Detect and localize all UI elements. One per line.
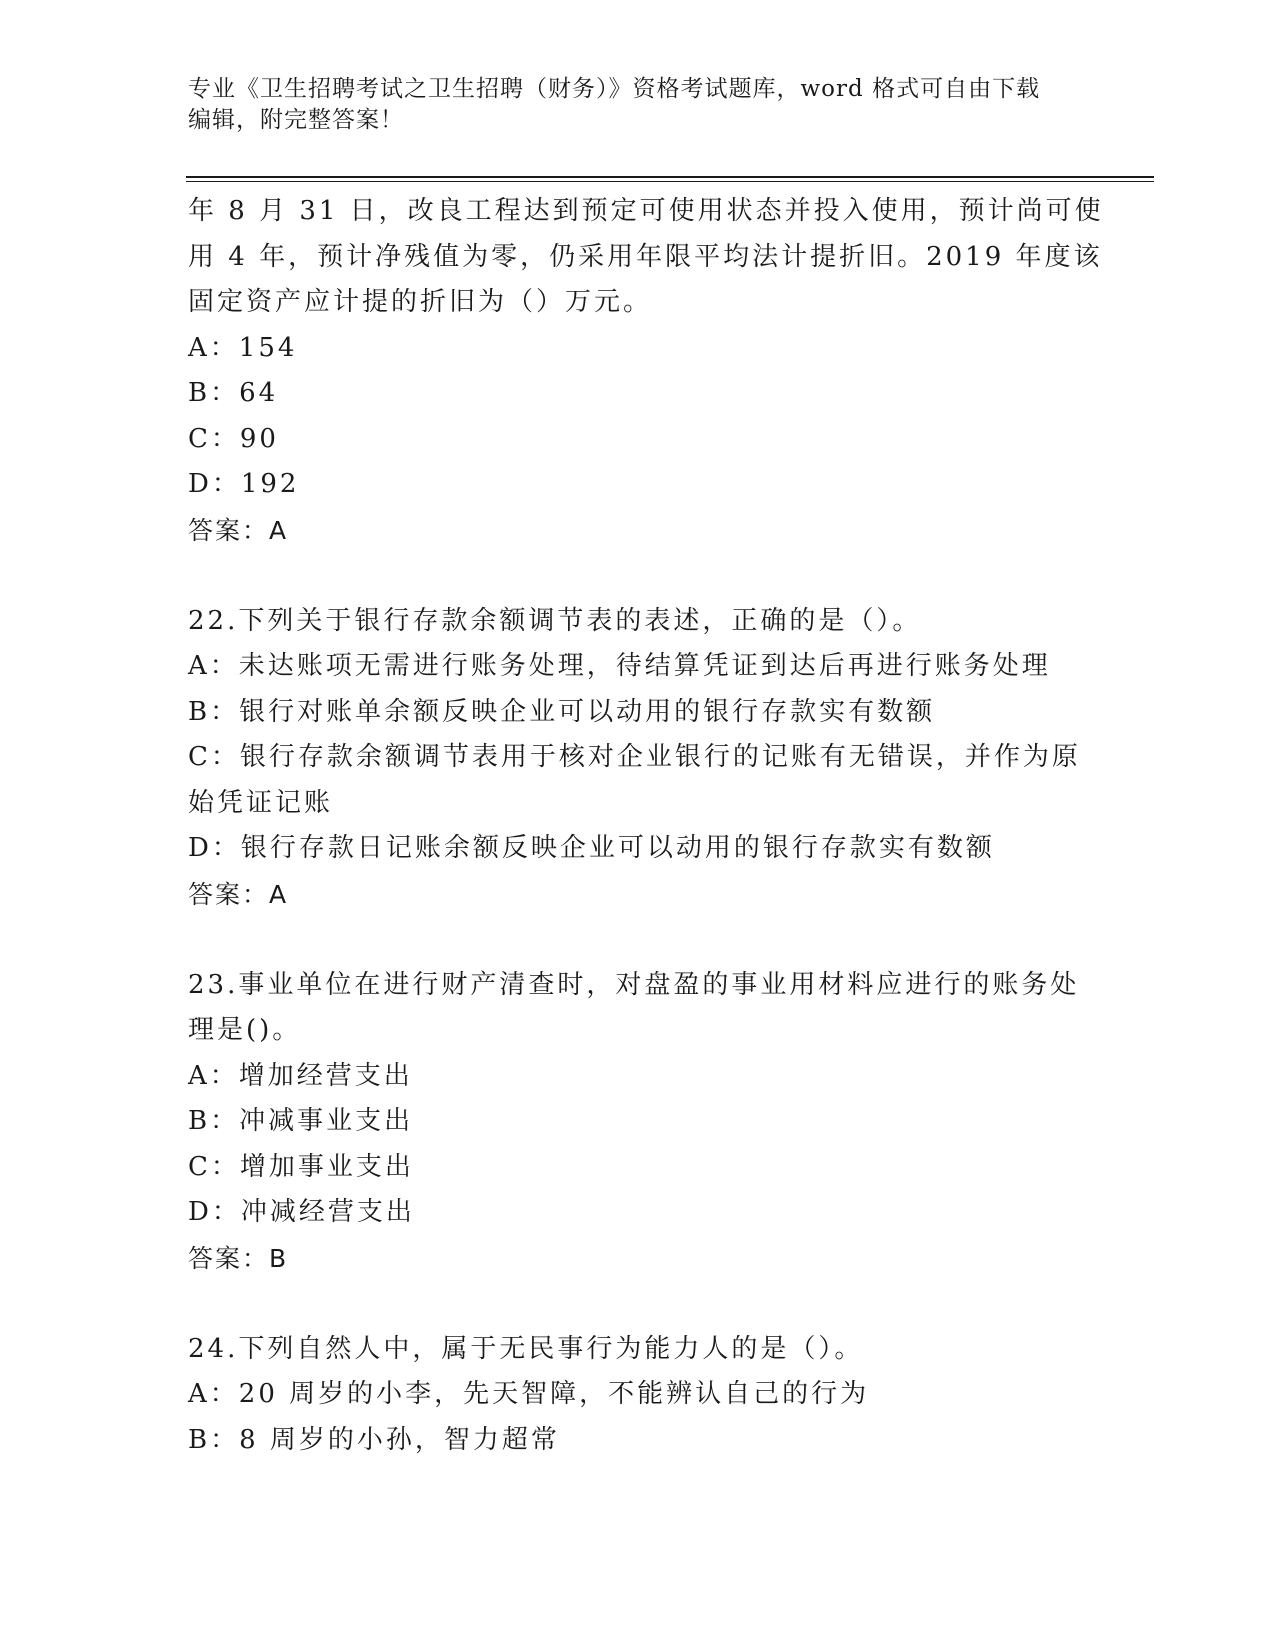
question-text-line: 22.下列关于银行存款余额调节表的表述，正确的是（）。 <box>188 605 922 636</box>
question-text-line: 年 8 月 31 日，改良工程达到预定可使用状态并投入使用，预计尚可使 <box>188 196 1104 226</box>
option-a: A：20 周岁的小李，先天智障，不能辨认自己的行为 <box>188 1379 870 1409</box>
option-c: C：90 <box>188 423 279 454</box>
answer-line: 答案：B <box>188 1243 289 1273</box>
option-c: C：增加事业支出 <box>188 1151 414 1182</box>
question-text-line: 理是()。 <box>188 1015 302 1045</box>
option-a: A：增加经营支出 <box>188 1060 413 1091</box>
option-c: C：银行存款余额调节表用于核对企业银行的记账有无错误，并作为原 <box>188 742 1081 772</box>
header-divider-thick <box>186 176 1154 178</box>
option-b: B：64 <box>188 378 279 408</box>
header-line-2: 编辑，附完整答案！ <box>188 107 404 133</box>
option-a: A：154 <box>188 332 298 363</box>
header-divider-thin <box>186 181 1154 182</box>
question-23 <box>188 963 1080 1282</box>
answer-line: 答案：A <box>188 515 289 545</box>
option-b: B：8 周岁的小孙，智力超常 <box>188 1424 560 1455</box>
question-text-line: 23.事业单位在进行财产清查时，对盘盈的事业用材料应进行的账务处 <box>188 969 1080 1000</box>
answer-line: 答案：A <box>188 879 289 909</box>
spacer <box>188 1281 1068 1327</box>
spacer <box>188 917 1068 963</box>
option-c-continued: 始凭证记账 <box>188 787 334 818</box>
question-22 <box>188 599 1081 918</box>
question-21 <box>188 189 1104 553</box>
header-line-1: 专业《卫生招聘考试之卫生招聘（财务）》资格考试题库，word 格式可自由下载 <box>188 76 1041 102</box>
question-text-line: 固定资产应计提的折旧为（）万元。 <box>188 287 653 317</box>
option-b: B：银行对账单余额反映企业可以动用的银行存款实有数额 <box>188 696 936 727</box>
question-24 <box>188 1327 1068 1464</box>
spacer <box>188 553 1068 599</box>
option-d: D：冲减经营支出 <box>188 1197 415 1227</box>
option-d: D：银行存款日记账余额反映企业可以动用的银行存款实有数额 <box>188 833 995 863</box>
question-text-line: 用 4 年，预计净残值为零，仍采用年限平均法计提折旧。2019 年度该 <box>188 241 1103 272</box>
option-d: D：192 <box>188 469 300 499</box>
option-a: A：未达账项无需进行账务处理，待结算凭证到达后再进行账务处理 <box>188 651 1051 681</box>
question-text-line: 24.下列自然人中，属于无民事行为能力人的是（）。 <box>188 1333 864 1364</box>
document-header <box>188 74 1068 136</box>
option-b: B：冲减事业支出 <box>188 1106 414 1136</box>
question-content <box>188 189 1104 1463</box>
